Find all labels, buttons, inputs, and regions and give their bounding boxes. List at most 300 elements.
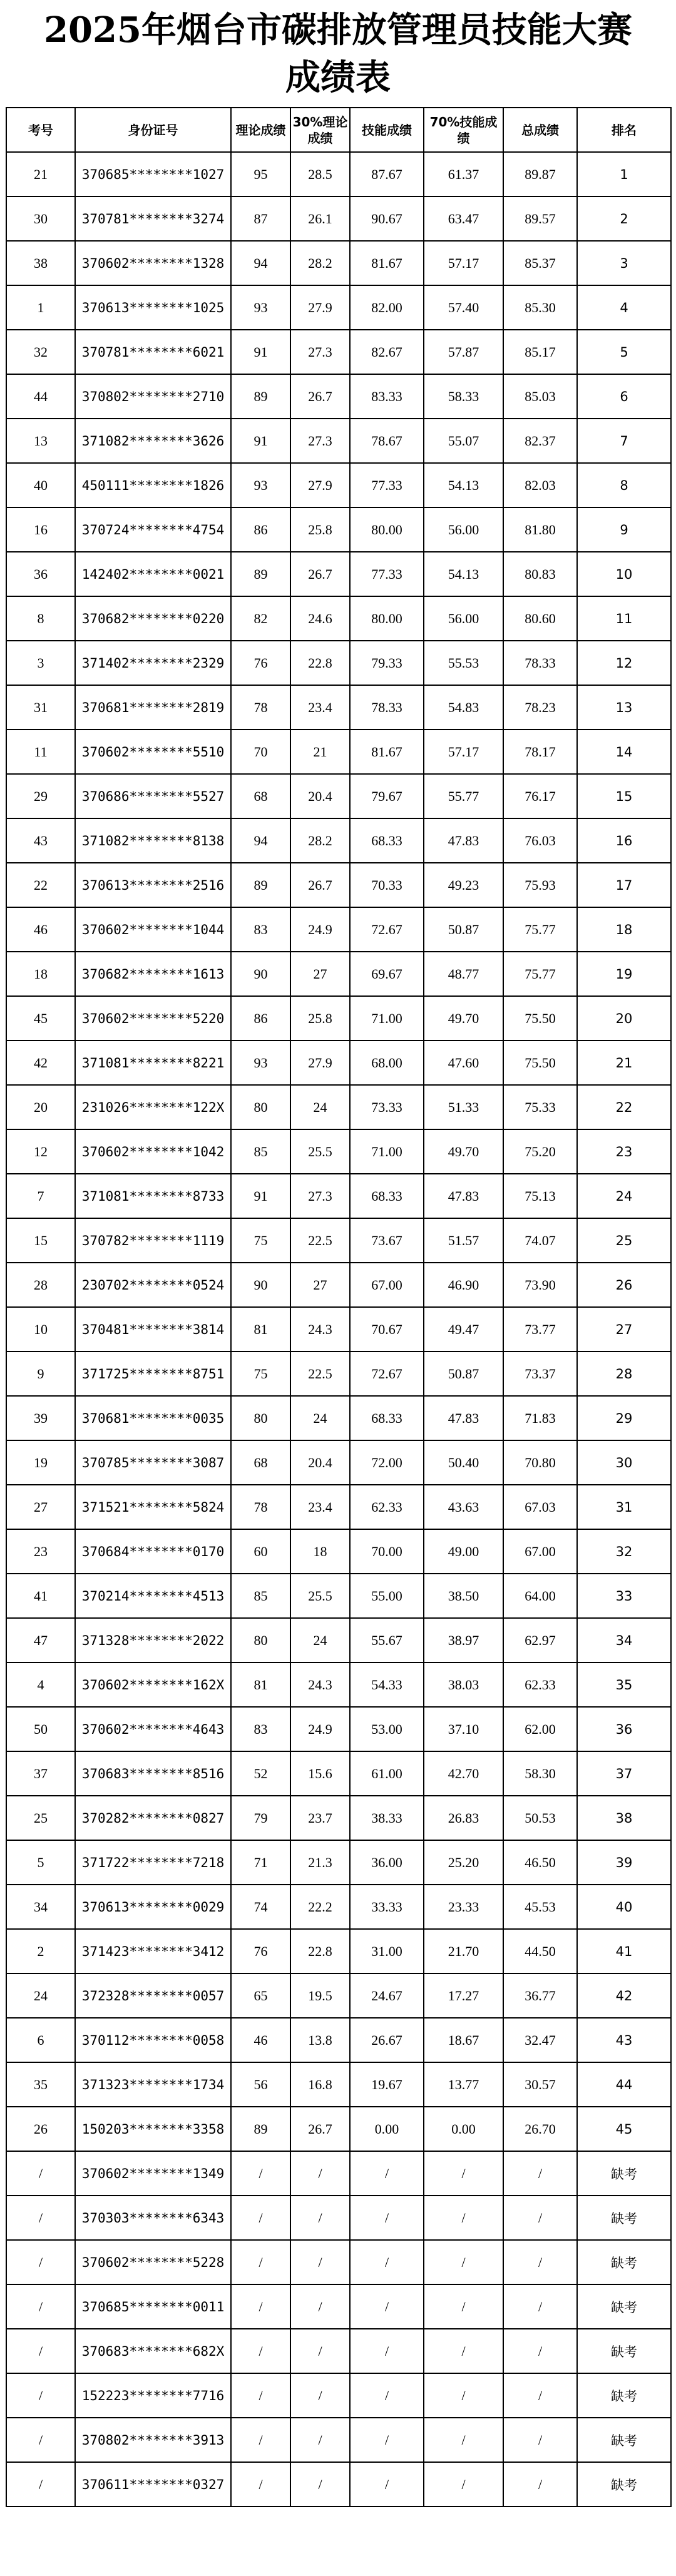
rank-cell: 缺考 — [577, 2418, 671, 2462]
theory-score-cell: 85 — [231, 1129, 290, 1174]
skill-score-cell: 82.67 — [350, 330, 424, 374]
skill-70pct-cell: 50.87 — [424, 907, 503, 952]
id-number-cell: 370686********5527 — [75, 774, 231, 818]
total-score-cell: 30.57 — [503, 2062, 577, 2107]
id-number-cell: 370684********0170 — [75, 1529, 231, 1574]
theory-score-cell: 89 — [231, 863, 290, 907]
total-score-cell: / — [503, 2151, 577, 2196]
theory-30pct-cell: 18 — [290, 1529, 350, 1574]
exam-number-cell: / — [6, 2329, 75, 2373]
exam-number-cell: 45 — [6, 996, 75, 1041]
skill-70pct-cell: 54.13 — [424, 552, 503, 596]
table-row — [6, 2240, 671, 2284]
skill-score-cell: 67.00 — [350, 1263, 424, 1307]
theory-30pct-cell: 23.4 — [290, 685, 350, 730]
table-row — [6, 1218, 671, 1263]
total-score-cell: 58.30 — [503, 1751, 577, 1796]
theory-score-cell: 90 — [231, 1263, 290, 1307]
skill-70pct-cell: 57.17 — [424, 241, 503, 285]
table-row — [6, 1529, 671, 1574]
rank-cell: 缺考 — [577, 2329, 671, 2373]
exam-number-cell: 10 — [6, 1307, 75, 1352]
rank-cell: 15 — [577, 774, 671, 818]
skill-70pct-cell: 49.00 — [424, 1529, 503, 1574]
rank-cell: 9 — [577, 507, 671, 552]
exam-number-cell: 36 — [6, 552, 75, 596]
table-body — [6, 152, 671, 2507]
id-number-cell: 371521********5824 — [75, 1485, 231, 1529]
theory-30pct-cell: 28.2 — [290, 241, 350, 285]
skill-score-cell: 82.00 — [350, 285, 424, 330]
table-row — [6, 152, 671, 196]
table-row — [6, 1662, 671, 1707]
skill-score-cell: 68.33 — [350, 1174, 424, 1218]
exam-number-cell: 15 — [6, 1218, 75, 1263]
theory-30pct-cell: 24.6 — [290, 596, 350, 641]
id-number-cell: 231026********122X — [75, 1085, 231, 1129]
theory-score-cell: 78 — [231, 1485, 290, 1529]
page-title — [0, 0, 676, 107]
theory-30pct-cell: / — [290, 2151, 350, 2196]
total-score-cell: 50.53 — [503, 1796, 577, 1840]
rank-cell: 缺考 — [577, 2284, 671, 2329]
exam-number-cell: 44 — [6, 374, 75, 419]
skill-70pct-cell: 63.47 — [424, 196, 503, 241]
rank-cell: 33 — [577, 1574, 671, 1618]
theory-30pct-cell: 19.5 — [290, 1973, 350, 2018]
table-row — [6, 196, 671, 241]
skill-score-cell: 53.00 — [350, 1707, 424, 1751]
theory-30pct-cell: 24 — [290, 1396, 350, 1440]
skill-score-cell: / — [350, 2418, 424, 2462]
skill-score-cell: 79.67 — [350, 774, 424, 818]
total-score-cell: 76.03 — [503, 818, 577, 863]
rank-cell: 43 — [577, 2018, 671, 2062]
skill-score-cell: 24.67 — [350, 1973, 424, 2018]
rank-cell: 10 — [577, 552, 671, 596]
id-number-cell: 371402********2329 — [75, 641, 231, 685]
rank-cell: 42 — [577, 1973, 671, 2018]
table-row — [6, 1263, 671, 1307]
theory-score-cell: 81 — [231, 1307, 290, 1352]
theory-score-cell: 89 — [231, 374, 290, 419]
exam-number-cell: 25 — [6, 1796, 75, 1840]
table-row — [6, 1440, 671, 1485]
theory-30pct-cell: / — [290, 2418, 350, 2462]
skill-score-cell: 31.00 — [350, 1929, 424, 1973]
theory-score-cell: 80 — [231, 1396, 290, 1440]
skill-70pct-cell: / — [424, 2240, 503, 2284]
total-score-cell: 62.00 — [503, 1707, 577, 1751]
skill-70pct-cell: / — [424, 2418, 503, 2462]
id-number-cell: 371328********2022 — [75, 1618, 231, 1662]
table-row — [6, 330, 671, 374]
skill-70pct-cell: 56.00 — [424, 507, 503, 552]
exam-number-cell: 22 — [6, 863, 75, 907]
total-score-cell: 73.37 — [503, 1352, 577, 1396]
theory-30pct-cell: 27.3 — [290, 419, 350, 463]
id-number-cell: 370602********5510 — [75, 730, 231, 774]
theory-30pct-cell: 24.9 — [290, 1707, 350, 1751]
table-row — [6, 1085, 671, 1129]
total-score-cell: 85.37 — [503, 241, 577, 285]
skill-70pct-cell: 54.83 — [424, 685, 503, 730]
table-row — [6, 374, 671, 419]
skill-70pct-cell: 43.63 — [424, 1485, 503, 1529]
theory-score-cell: 76 — [231, 641, 290, 685]
skill-score-cell: 83.33 — [350, 374, 424, 419]
skill-score-cell: / — [350, 2329, 424, 2373]
theory-score-cell: 94 — [231, 241, 290, 285]
theory-score-cell: 86 — [231, 996, 290, 1041]
skill-score-cell: 71.00 — [350, 1129, 424, 1174]
skill-score-cell: / — [350, 2373, 424, 2418]
id-number-cell: 371082********8138 — [75, 818, 231, 863]
skill-score-cell: / — [350, 2284, 424, 2329]
total-score-cell: 26.70 — [503, 2107, 577, 2151]
table-row — [6, 2062, 671, 2107]
skill-score-cell: 70.33 — [350, 863, 424, 907]
rank-cell: 缺考 — [577, 2240, 671, 2284]
theory-score-cell: 78 — [231, 685, 290, 730]
theory-30pct-cell: 24 — [290, 1085, 350, 1129]
table-row — [6, 730, 671, 774]
skill-score-cell: 33.33 — [350, 1885, 424, 1929]
skill-70pct-cell: 46.90 — [424, 1263, 503, 1307]
rank-cell: 6 — [577, 374, 671, 419]
exam-number-cell: 4 — [6, 1662, 75, 1707]
theory-30pct-cell: 27.9 — [290, 285, 350, 330]
total-score-cell: 75.77 — [503, 907, 577, 952]
theory-30pct-cell: 25.5 — [290, 1574, 350, 1618]
theory-30pct-cell: 25.8 — [290, 996, 350, 1041]
total-score-cell: 76.17 — [503, 774, 577, 818]
skill-70pct-cell: 0.00 — [424, 2107, 503, 2151]
total-score-cell: / — [503, 2240, 577, 2284]
total-score-cell: 75.13 — [503, 1174, 577, 1218]
rank-cell: 35 — [577, 1662, 671, 1707]
skill-score-cell: 36.00 — [350, 1840, 424, 1885]
id-number-cell: 370785********3087 — [75, 1440, 231, 1485]
theory-30pct-cell: 27 — [290, 1263, 350, 1307]
rank-cell: 19 — [577, 952, 671, 996]
total-score-cell: 82.03 — [503, 463, 577, 507]
col-header-id-number: 身份证号 — [75, 108, 231, 152]
exam-number-cell: / — [6, 2151, 75, 2196]
theory-score-cell: 68 — [231, 1440, 290, 1485]
theory-30pct-cell: 23.4 — [290, 1485, 350, 1529]
rank-cell: 缺考 — [577, 2196, 671, 2240]
table-row — [6, 1485, 671, 1529]
rank-cell: 21 — [577, 1041, 671, 1085]
theory-score-cell: 70 — [231, 730, 290, 774]
total-score-cell: 75.50 — [503, 996, 577, 1041]
table-row — [6, 1796, 671, 1840]
theory-score-cell: 80 — [231, 1618, 290, 1662]
theory-30pct-cell: 22.2 — [290, 1885, 350, 1929]
skill-70pct-cell: 57.87 — [424, 330, 503, 374]
exam-number-cell: 35 — [6, 2062, 75, 2107]
theory-score-cell: / — [231, 2329, 290, 2373]
skill-score-cell: 68.33 — [350, 1396, 424, 1440]
rank-cell: 缺考 — [577, 2373, 671, 2418]
total-score-cell: 85.30 — [503, 285, 577, 330]
theory-30pct-cell: 27.3 — [290, 1174, 350, 1218]
skill-score-cell: 79.33 — [350, 641, 424, 685]
theory-30pct-cell: 26.1 — [290, 196, 350, 241]
theory-score-cell: 80 — [231, 1085, 290, 1129]
id-number-cell: 370724********4754 — [75, 507, 231, 552]
id-number-cell: 372328********0057 — [75, 1973, 231, 2018]
table-row — [6, 641, 671, 685]
id-number-cell: 370781********6021 — [75, 330, 231, 374]
skill-score-cell: 81.67 — [350, 241, 424, 285]
id-number-cell: 370682********1613 — [75, 952, 231, 996]
id-number-cell: 371722********7218 — [75, 1840, 231, 1885]
theory-score-cell: / — [231, 2196, 290, 2240]
theory-score-cell: 46 — [231, 2018, 290, 2062]
total-score-cell: 78.33 — [503, 641, 577, 685]
theory-score-cell: 79 — [231, 1796, 290, 1840]
rank-cell: 3 — [577, 241, 671, 285]
skill-70pct-cell: 51.33 — [424, 1085, 503, 1129]
id-number-cell: 371081********8733 — [75, 1174, 231, 1218]
total-score-cell: 67.03 — [503, 1485, 577, 1529]
skill-70pct-cell: / — [424, 2373, 503, 2418]
table-row — [6, 2196, 671, 2240]
skill-score-cell: 80.00 — [350, 596, 424, 641]
table-row — [6, 996, 671, 1041]
theory-30pct-cell: 15.6 — [290, 1751, 350, 1796]
table-row — [6, 419, 671, 463]
id-number-cell: 370782********1119 — [75, 1218, 231, 1263]
theory-score-cell: 91 — [231, 419, 290, 463]
table-row — [6, 1751, 671, 1796]
exam-number-cell: 37 — [6, 1751, 75, 1796]
exam-number-cell: 50 — [6, 1707, 75, 1751]
skill-70pct-cell: 55.53 — [424, 641, 503, 685]
table-row — [6, 1041, 671, 1085]
skill-score-cell: 80.00 — [350, 507, 424, 552]
total-score-cell: 80.83 — [503, 552, 577, 596]
skill-score-cell: 72.67 — [350, 1352, 424, 1396]
exam-number-cell: 2 — [6, 1929, 75, 1973]
skill-70pct-cell: 55.77 — [424, 774, 503, 818]
exam-number-cell: / — [6, 2462, 75, 2507]
rank-cell: 缺考 — [577, 2151, 671, 2196]
rank-cell: 40 — [577, 1885, 671, 1929]
skill-70pct-cell: 57.17 — [424, 730, 503, 774]
exam-number-cell: / — [6, 2196, 75, 2240]
table-row — [6, 2151, 671, 2196]
skill-score-cell: 55.67 — [350, 1618, 424, 1662]
skill-70pct-cell: 57.40 — [424, 285, 503, 330]
rank-cell: 41 — [577, 1929, 671, 1973]
exam-number-cell: 41 — [6, 1574, 75, 1618]
theory-30pct-cell: 24.3 — [290, 1307, 350, 1352]
skill-score-cell: 70.67 — [350, 1307, 424, 1352]
exam-number-cell: 38 — [6, 241, 75, 285]
theory-score-cell: 91 — [231, 1174, 290, 1218]
skill-70pct-cell: 55.07 — [424, 419, 503, 463]
exam-number-cell: 46 — [6, 907, 75, 952]
skill-score-cell: 0.00 — [350, 2107, 424, 2151]
table-row — [6, 552, 671, 596]
theory-score-cell: 76 — [231, 1929, 290, 1973]
total-score-cell: / — [503, 2418, 577, 2462]
rank-cell: 24 — [577, 1174, 671, 1218]
exam-number-cell: / — [6, 2240, 75, 2284]
id-number-cell: 370685********1027 — [75, 152, 231, 196]
total-score-cell: 75.20 — [503, 1129, 577, 1174]
rank-cell: 29 — [577, 1396, 671, 1440]
rank-cell: 31 — [577, 1485, 671, 1529]
total-score-cell: 73.77 — [503, 1307, 577, 1352]
exam-number-cell: 40 — [6, 463, 75, 507]
exam-number-cell: 13 — [6, 419, 75, 463]
skill-70pct-cell: 21.70 — [424, 1929, 503, 1973]
id-number-cell: 370683********8516 — [75, 1751, 231, 1796]
theory-30pct-cell: 21.3 — [290, 1840, 350, 1885]
total-score-cell: 75.93 — [503, 863, 577, 907]
theory-30pct-cell: 23.7 — [290, 1796, 350, 1840]
theory-30pct-cell: 22.5 — [290, 1352, 350, 1396]
exam-number-cell: 34 — [6, 1885, 75, 1929]
total-score-cell: 73.90 — [503, 1263, 577, 1307]
rank-cell: 32 — [577, 1529, 671, 1574]
theory-30pct-cell: 20.4 — [290, 774, 350, 818]
col-header-total-score: 总成绩 — [503, 108, 577, 152]
skill-70pct-cell: 13.77 — [424, 2062, 503, 2107]
theory-30pct-cell: / — [290, 2329, 350, 2373]
id-number-cell: 450111********1826 — [75, 463, 231, 507]
skill-70pct-cell: 26.83 — [424, 1796, 503, 1840]
skill-70pct-cell: 42.70 — [424, 1751, 503, 1796]
id-number-cell: 370613********0029 — [75, 1885, 231, 1929]
theory-30pct-cell: 13.8 — [290, 2018, 350, 2062]
exam-number-cell: 8 — [6, 596, 75, 641]
theory-score-cell: 75 — [231, 1218, 290, 1263]
title-line-1: 2025年烟台市碳排放管理员技能大赛 — [44, 9, 632, 51]
table-row — [6, 863, 671, 907]
rank-cell: 28 — [577, 1352, 671, 1396]
total-score-cell: / — [503, 2284, 577, 2329]
id-number-cell: 370112********0058 — [75, 2018, 231, 2062]
header-row — [6, 108, 671, 152]
theory-30pct-cell: 26.7 — [290, 374, 350, 419]
id-number-cell: 370681********2819 — [75, 685, 231, 730]
theory-score-cell: 56 — [231, 2062, 290, 2107]
theory-30pct-cell: 27.9 — [290, 463, 350, 507]
id-number-cell: 370282********0827 — [75, 1796, 231, 1840]
rank-cell: 30 — [577, 1440, 671, 1485]
id-number-cell: 370303********6343 — [75, 2196, 231, 2240]
id-number-cell: 370602********1042 — [75, 1129, 231, 1174]
rank-cell: 27 — [577, 1307, 671, 1352]
table-row — [6, 1307, 671, 1352]
total-score-cell: 85.03 — [503, 374, 577, 419]
table-row — [6, 596, 671, 641]
table-row — [6, 774, 671, 818]
table-row — [6, 1885, 671, 1929]
total-score-cell: 80.60 — [503, 596, 577, 641]
theory-30pct-cell: / — [290, 2196, 350, 2240]
rank-cell: 8 — [577, 463, 671, 507]
skill-score-cell: 55.00 — [350, 1574, 424, 1618]
exam-number-cell: 29 — [6, 774, 75, 818]
exam-number-cell: 3 — [6, 641, 75, 685]
theory-30pct-cell: 24.9 — [290, 907, 350, 952]
theory-score-cell: 83 — [231, 1707, 290, 1751]
theory-score-cell: / — [231, 2373, 290, 2418]
theory-score-cell: 60 — [231, 1529, 290, 1574]
rank-cell: 25 — [577, 1218, 671, 1263]
col-header-skill-score: 技能成绩 — [350, 108, 424, 152]
skill-score-cell: 61.00 — [350, 1751, 424, 1796]
table-row — [6, 818, 671, 863]
table-row — [6, 1352, 671, 1396]
total-score-cell: 75.50 — [503, 1041, 577, 1085]
total-score-cell: 46.50 — [503, 1840, 577, 1885]
exam-number-cell: 19 — [6, 1440, 75, 1485]
id-number-cell: 371725********8751 — [75, 1352, 231, 1396]
skill-70pct-cell: 49.70 — [424, 996, 503, 1041]
skill-score-cell: 70.00 — [350, 1529, 424, 1574]
skill-70pct-cell: / — [424, 2284, 503, 2329]
skill-score-cell: 81.67 — [350, 730, 424, 774]
rank-cell: 缺考 — [577, 2462, 671, 2507]
rank-cell: 13 — [577, 685, 671, 730]
table-row — [6, 1174, 671, 1218]
rank-cell: 37 — [577, 1751, 671, 1796]
exam-number-cell: 6 — [6, 2018, 75, 2062]
total-score-cell: 62.33 — [503, 1662, 577, 1707]
table-row — [6, 952, 671, 996]
theory-score-cell: 95 — [231, 152, 290, 196]
rank-cell: 12 — [577, 641, 671, 685]
skill-score-cell: 78.67 — [350, 419, 424, 463]
theory-30pct-cell: 27 — [290, 952, 350, 996]
col-header-rank: 排名 — [577, 108, 671, 152]
theory-score-cell: 52 — [231, 1751, 290, 1796]
total-score-cell: 78.23 — [503, 685, 577, 730]
rank-cell: 16 — [577, 818, 671, 863]
rank-cell: 36 — [577, 1707, 671, 1751]
exam-number-cell: / — [6, 2418, 75, 2462]
theory-30pct-cell: 21 — [290, 730, 350, 774]
theory-score-cell: / — [231, 2151, 290, 2196]
title-line-2: 成绩表 — [285, 56, 391, 98]
total-score-cell: 81.80 — [503, 507, 577, 552]
skill-score-cell: 77.33 — [350, 463, 424, 507]
id-number-cell: 370602********1044 — [75, 907, 231, 952]
id-number-cell: 371323********1734 — [75, 2062, 231, 2107]
skill-70pct-cell: / — [424, 2329, 503, 2373]
rank-cell: 45 — [577, 2107, 671, 2151]
theory-30pct-cell: 25.5 — [290, 1129, 350, 1174]
theory-30pct-cell: 28.5 — [290, 152, 350, 196]
skill-70pct-cell: 17.27 — [424, 1973, 503, 2018]
id-number-cell: 370611********0327 — [75, 2462, 231, 2507]
skill-70pct-cell: 47.60 — [424, 1041, 503, 1085]
theory-30pct-cell: / — [290, 2373, 350, 2418]
theory-30pct-cell: 16.8 — [290, 2062, 350, 2107]
total-score-cell: 36.77 — [503, 1973, 577, 2018]
rank-cell: 39 — [577, 1840, 671, 1885]
skill-70pct-cell: 50.87 — [424, 1352, 503, 1396]
theory-score-cell: 94 — [231, 818, 290, 863]
id-number-cell: 371081********8221 — [75, 1041, 231, 1085]
